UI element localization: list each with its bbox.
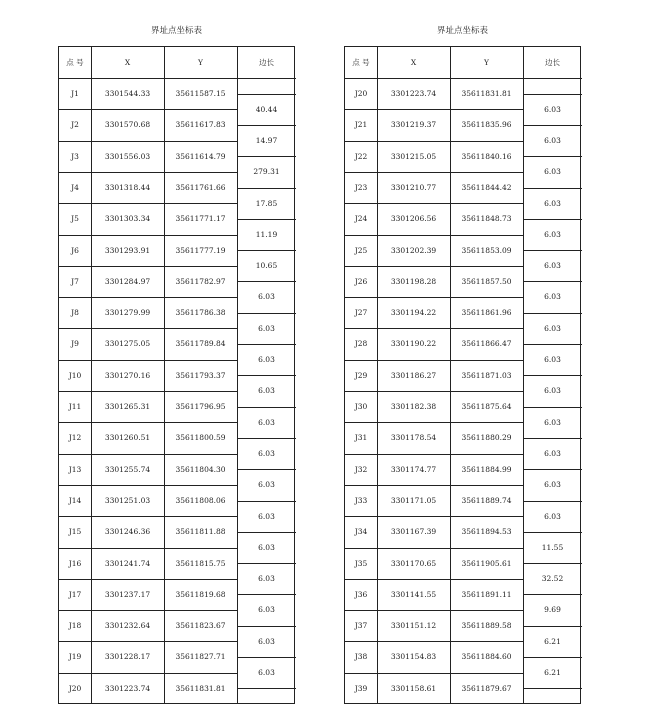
edge-divider (237, 688, 296, 689)
edge-divider (237, 469, 296, 470)
row-point-id: J9 (71, 339, 79, 349)
header-x: X (410, 58, 417, 67)
row-y-coordinate: 35611857.50 (461, 276, 512, 286)
row-y-coordinate: 35611796.95 (175, 402, 226, 411)
edge-divider (523, 563, 582, 564)
row-x-coordinate: 3301228.17 (104, 652, 151, 662)
edge-length-value: 11.55 (541, 542, 564, 552)
edge-divider (523, 94, 582, 95)
edge-divider (237, 156, 296, 157)
header-x: X (124, 58, 131, 67)
edge-length-value: 6.03 (258, 323, 275, 333)
header-edge-length: 边长 (545, 58, 560, 67)
edge-divider (523, 281, 582, 282)
row-x-coordinate: 3301174.77 (390, 464, 437, 474)
edge-divider (523, 156, 582, 157)
table-title: 界址点坐标表 (150, 26, 202, 36)
edge-divider (237, 188, 296, 189)
row-y-coordinate: 35611617.83 (175, 120, 226, 130)
row-point-id: J31 (354, 433, 368, 443)
row-point-id: J34 (354, 527, 368, 537)
edge-divider (523, 407, 582, 408)
row-point-id: J7 (71, 276, 79, 286)
row-point-id: J15 (68, 527, 82, 537)
header-y: Y (484, 58, 489, 67)
edge-length-value: 40.44 (255, 104, 278, 114)
row-x-coordinate: 3301151.12 (390, 621, 437, 631)
row-point-id: J29 (354, 370, 368, 380)
edge-divider (237, 657, 296, 658)
row-y-coordinate: 35611844.42 (461, 182, 512, 192)
edge-divider (237, 94, 296, 95)
row-x-coordinate: 3301154.83 (390, 652, 437, 662)
row-point-id: J36 (354, 589, 368, 599)
edge-divider (523, 219, 582, 220)
row-point-id: J22 (354, 151, 368, 161)
row-point-id: J25 (354, 245, 368, 255)
row-y-coordinate: 35611761.66 (175, 182, 226, 192)
row-x-coordinate: 3301303.34 (104, 214, 151, 224)
edge-length-value: 11.19 (255, 229, 278, 239)
edge-length-value: 6.03 (544, 480, 561, 490)
edge-length-value: 6.03 (258, 542, 275, 552)
edge-divider (523, 688, 582, 689)
edge-divider (523, 657, 582, 658)
row-point-id: J2 (71, 120, 79, 130)
edge-divider (237, 626, 296, 627)
row-y-coordinate: 35611861.96 (461, 308, 512, 318)
row-y-coordinate: 35611905.61 (461, 558, 512, 568)
row-x-coordinate: 3301198.28 (390, 276, 437, 286)
row-y-coordinate: 35611889.74 (461, 495, 512, 505)
row-point-id: J37 (354, 621, 368, 631)
edge-length-value: 6.03 (544, 135, 561, 145)
edge-length-value: 6.21 (544, 636, 561, 646)
edge-length-value: 6.21 (544, 668, 561, 678)
row-y-coordinate: 35611894.53 (461, 527, 512, 537)
edge-length-value: 6.03 (258, 480, 275, 490)
row-y-coordinate: 35611848.73 (461, 214, 512, 224)
row-point-id: J38 (354, 652, 368, 662)
edge-divider (523, 532, 582, 533)
row-x-coordinate: 3301260.51 (104, 433, 151, 443)
row-x-coordinate: 3301178.54 (390, 433, 437, 443)
row-y-coordinate: 35611587.15 (175, 89, 226, 98)
row-x-coordinate: 3301255.74 (104, 464, 151, 474)
row-x-coordinate: 3301194.22 (390, 308, 437, 318)
row-x-coordinate: 3301202.39 (390, 245, 437, 255)
edge-length-value: 6.03 (258, 386, 275, 396)
row-y-coordinate: 35611804.30 (175, 464, 226, 474)
edge-length-value: 6.03 (258, 292, 275, 302)
row-x-coordinate: 3301270.16 (104, 370, 151, 380)
row-x-coordinate: 3301158.61 (390, 683, 437, 693)
edge-length-value: 6.03 (544, 167, 561, 177)
edge-length-value: 6.03 (258, 511, 275, 521)
edge-divider (237, 438, 296, 439)
row-y-coordinate: 35611786.38 (175, 308, 226, 318)
header-edge-length: 边长 (259, 58, 274, 67)
edge-length-value: 6.03 (544, 198, 561, 208)
row-point-id: J20 (68, 683, 82, 693)
row-x-coordinate: 3301210.77 (390, 182, 437, 192)
row-point-id: J28 (354, 339, 368, 349)
edge-length-value: 6.03 (544, 323, 561, 333)
row-x-coordinate: 3301237.17 (104, 589, 151, 599)
row-point-id: J18 (68, 621, 82, 631)
row-x-coordinate: 3301190.22 (390, 339, 437, 349)
header-y: Y (198, 58, 203, 67)
edge-length-value: 9.69 (544, 605, 561, 615)
edge-length-value: 6.03 (544, 104, 561, 114)
row-y-coordinate: 35611800.59 (175, 433, 226, 443)
edge-length-value: 6.03 (544, 386, 561, 396)
coordinate-table (344, 46, 581, 704)
row-y-coordinate: 35611777.19 (175, 245, 226, 255)
row-y-coordinate: 35611808.06 (175, 495, 226, 505)
edge-length-value: 279.31 (253, 167, 280, 177)
row-point-id: J27 (354, 308, 368, 318)
row-point-id: J6 (71, 245, 79, 255)
edge-divider (523, 501, 582, 502)
row-y-coordinate: 35611827.71 (175, 652, 226, 662)
row-point-id: J30 (354, 402, 368, 411)
row-x-coordinate: 3301265.31 (104, 402, 151, 411)
edge-divider (237, 501, 296, 502)
row-y-coordinate: 35611811.88 (175, 527, 226, 537)
row-point-id: J12 (68, 433, 82, 443)
row-x-coordinate: 3301570.68 (104, 120, 151, 130)
row-y-coordinate: 35611840.16 (461, 151, 512, 161)
row-y-coordinate: 35611782.97 (175, 276, 226, 286)
row-x-coordinate: 3301182.38 (390, 402, 437, 411)
row-y-coordinate: 35611884.99 (461, 464, 512, 474)
row-x-coordinate: 3301318.44 (104, 182, 151, 192)
row-x-coordinate: 3301232.64 (104, 621, 151, 631)
row-x-coordinate: 3301284.97 (104, 276, 151, 286)
row-point-id: J5 (71, 214, 79, 224)
edge-divider (237, 407, 296, 408)
row-y-coordinate: 35611884.60 (461, 652, 512, 662)
row-x-coordinate: 3301251.03 (104, 495, 151, 505)
row-x-coordinate: 3301171.05 (390, 495, 437, 505)
edge-length-value: 14.97 (255, 135, 278, 145)
row-point-id: J1 (71, 89, 79, 98)
row-point-id: J10 (68, 370, 82, 380)
row-y-coordinate: 35611875.64 (461, 402, 512, 411)
row-point-id: J21 (354, 120, 368, 130)
edge-divider (237, 344, 296, 345)
edge-length-value: 10.65 (255, 261, 278, 271)
edge-length-value: 6.03 (258, 605, 275, 615)
edge-length-value: 6.03 (544, 292, 561, 302)
edge-divider (523, 188, 582, 189)
row-x-coordinate: 3301246.36 (104, 527, 151, 537)
edge-length-value: 6.03 (544, 417, 561, 427)
edge-divider (237, 563, 296, 564)
row-point-id: J17 (68, 589, 82, 599)
row-x-coordinate: 3301206.56 (390, 214, 437, 224)
row-point-id: J19 (68, 652, 82, 662)
row-y-coordinate: 35611819.68 (175, 589, 226, 599)
row-y-coordinate: 35611831.81 (461, 89, 512, 98)
row-y-coordinate: 35611879.67 (461, 683, 512, 693)
row-y-coordinate: 35611823.67 (175, 621, 226, 631)
header-point-id: 点 号 (352, 58, 370, 67)
edge-divider (237, 532, 296, 533)
row-y-coordinate: 35611866.47 (461, 339, 512, 349)
row-point-id: J11 (68, 402, 82, 411)
row-x-coordinate: 3301223.74 (390, 89, 437, 98)
edge-length-value: 6.03 (544, 229, 561, 239)
row-point-id: J16 (68, 558, 82, 568)
edge-divider (237, 281, 296, 282)
edge-divider (523, 313, 582, 314)
row-y-coordinate: 35611793.37 (175, 370, 226, 380)
edge-divider (523, 125, 582, 126)
row-y-coordinate: 35611880.29 (461, 433, 512, 443)
row-x-coordinate: 3301170.65 (390, 558, 437, 568)
edge-divider (523, 626, 582, 627)
row-x-coordinate: 3301556.03 (104, 151, 151, 161)
edge-length-value: 32.52 (541, 574, 564, 584)
table-title: 界址点坐标表 (436, 26, 488, 36)
row-x-coordinate: 3301241.74 (104, 558, 151, 568)
row-point-id: J26 (354, 276, 368, 286)
edge-divider (237, 219, 296, 220)
right-coordinate-table-panel (344, 24, 581, 704)
row-point-id: J35 (354, 558, 368, 568)
coordinate-table (58, 46, 295, 704)
row-y-coordinate: 35611614.79 (175, 151, 226, 161)
row-y-coordinate: 35611835.96 (461, 120, 512, 130)
row-point-id: J8 (71, 308, 79, 318)
row-x-coordinate: 3301219.37 (390, 120, 437, 130)
edge-divider (523, 375, 582, 376)
row-x-coordinate: 3301141.55 (390, 589, 437, 599)
edge-length-value: 6.03 (258, 355, 275, 365)
row-x-coordinate: 3301275.05 (104, 339, 151, 349)
row-x-coordinate: 3301293.91 (104, 245, 151, 255)
edge-divider (237, 125, 296, 126)
row-x-coordinate: 3301544.33 (104, 89, 151, 98)
row-point-id: J3 (71, 151, 79, 161)
header-point-id: 点 号 (66, 58, 84, 67)
edge-divider (237, 250, 296, 251)
edge-length-value: 6.03 (544, 448, 561, 458)
row-y-coordinate: 35611771.17 (175, 214, 226, 224)
edge-length-value: 6.03 (258, 417, 275, 427)
row-x-coordinate: 3301167.39 (390, 527, 437, 537)
row-point-id: J13 (68, 464, 82, 474)
row-point-id: J24 (354, 214, 368, 224)
edge-divider (523, 438, 582, 439)
row-y-coordinate: 35611831.81 (175, 683, 226, 693)
left-coordinate-table-panel (58, 24, 295, 704)
row-y-coordinate: 35611871.03 (461, 370, 512, 380)
row-point-id: J33 (354, 495, 368, 505)
row-x-coordinate: 3301223.74 (104, 683, 151, 693)
row-y-coordinate: 35611891.11 (461, 589, 512, 599)
row-point-id: J20 (354, 89, 368, 98)
edge-divider (237, 375, 296, 376)
row-point-id: J14 (68, 495, 82, 505)
edge-divider (237, 313, 296, 314)
edge-length-value: 6.03 (544, 355, 561, 365)
row-point-id: J4 (71, 182, 79, 192)
row-point-id: J23 (354, 182, 368, 192)
edge-divider (237, 594, 296, 595)
edge-length-value: 6.03 (258, 636, 275, 646)
edge-length-value: 6.03 (258, 448, 275, 458)
row-point-id: J32 (354, 464, 368, 474)
edge-divider (523, 250, 582, 251)
row-x-coordinate: 3301186.27 (390, 370, 437, 380)
edge-length-value: 6.03 (544, 511, 561, 521)
row-y-coordinate: 35611789.84 (175, 339, 226, 349)
row-x-coordinate: 3301279.99 (104, 308, 151, 318)
edge-length-value: 17.85 (255, 198, 278, 208)
row-point-id: J39 (354, 683, 368, 693)
edge-length-value: 6.03 (258, 668, 275, 678)
edge-length-value: 6.03 (258, 574, 275, 584)
row-y-coordinate: 35611815.75 (175, 558, 226, 568)
edge-divider (523, 594, 582, 595)
edge-divider (523, 469, 582, 470)
edge-divider (523, 344, 582, 345)
row-x-coordinate: 3301215.05 (390, 151, 437, 161)
row-y-coordinate: 35611853.09 (461, 245, 512, 255)
row-y-coordinate: 35611889.58 (461, 621, 512, 631)
edge-length-value: 6.03 (544, 261, 561, 271)
